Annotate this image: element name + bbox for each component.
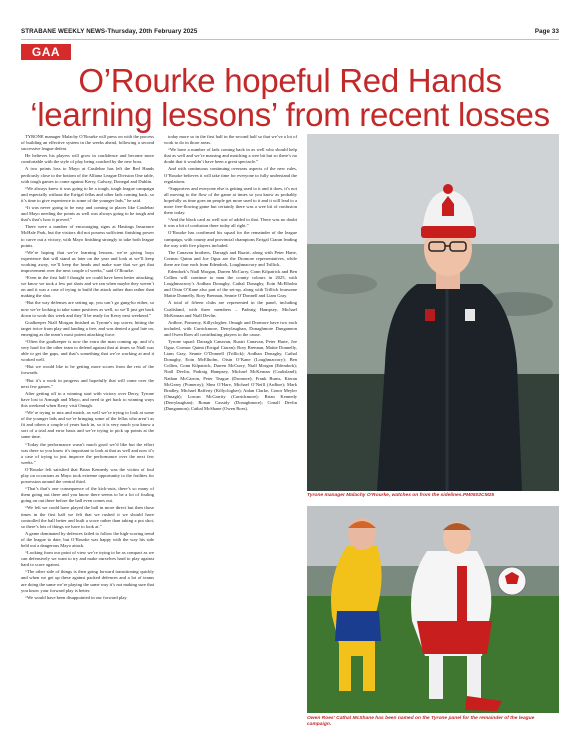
article-paragraph: A game dominated by defences failed to follow the high-scoring trend of the league to date, but O’Rourke was happy with the way his side held out a dangerous Mayo attack. xyxy=(21,530,154,548)
article-paragraph: “But it’s a work in progress and hopefully that will come over the next few games.” xyxy=(21,377,154,389)
masthead-divider xyxy=(21,39,559,40)
article-column-1 xyxy=(21,134,154,726)
article-paragraph: After getting off to a winning start with victory over Derry, Tyrone have lost to Armagh and Mayo, and need to get back to winning ways this weekend when Kerry visit Omagh. xyxy=(21,390,154,408)
manager-photo-caption: Tyrone manager Malachy O’Rourke, watches on from the sidelines.PM0502CM25 xyxy=(307,493,495,498)
manager-photo-illustration xyxy=(307,134,559,491)
match-photo-caption: Owen Roes’ Cathal McShane has been named on the Tyrone panel for the remainder of the league campaign. xyxy=(307,716,535,727)
article-paragraph: “And the black card as well sort of added to that. There was no doubt it was a bit of confusion there today all right.” xyxy=(164,217,297,229)
article-paragraph: “We’re trying to mix and match, as well we’re trying to look at some of the younger lads and we’re bringing some of the fellas who aren’t as fit and others a couple of years back in, so it is very much you know a sort of a trial and error basis and we’re trying to pick up points at the same time. xyxy=(21,410,154,440)
article-paragraph: “We’re hoping that we’re learning lessons, we’re giving boys experience that will stand us later on the year and look at we’ll keep working away, we’ll keep the heads and make sure that we get that improvement over the next couple of weeks,” said O’Rourke. xyxy=(21,249,154,273)
match-photo xyxy=(307,506,559,713)
article-paragraph: A total of fifteen clubs are represented in the panel, including Coalisland, with three members – Padraig Hampsey, Michael McKernan and Niall Devlin. xyxy=(164,300,297,318)
article-paragraph: today more so in the first half in the second half so that we’ve a lot of work to do in those areas. xyxy=(164,134,297,146)
article-paragraph: Tyrone squad: Darragh Canavan, Ruairi Canavan, Peter Harte, Joe Oguz, Cormac Quinn (Errigal Ciaran); Rory Brennan, Mattie Donnelly, Liam Gray, Seanie O’Donnell (Trillick); Aodhan Donaghy, Cathal Donaghy, Eoin McElholm, Oisin O’Kane (Loughmacrory); Ben Collins, Conn Kilpatrick, Darren McCurry, Niall Morgan (Edendork); Niall Devlin, Padraig Hampsey, Michael McKernan (Coalisland); Nathan McCarron, Peter Teague (Dromore); Frank Burns, Kieran McGeary (Pomeroy); Shea O’Hare, Michael O’Neill (Ardboe); Mark Bradley, Michael Rafferty (Killyclogher); Aidan Clarke, Conor Meyler (Omagh); Lorcan McGarrity (Carrickmore); Brian Kennedy (Derrylaughan); Ronan Cassidy (Donaghmore); Conall Devlin (Dungannon); Cathal McShane (Owen Roes). xyxy=(164,339,297,412)
article-paragraph: O’Rourke felt satisfied that Brian Kennedy was the victim of foul play on occasions as Mayo took extreme opportunity to the frailties for possession around the central third. xyxy=(21,466,154,485)
article-paragraph: “Today the performance wasn’t much good we’d like but the effort was there so you know it’s important to look at that as well and now it’s a case of trying to just improve the performance over the next few weeks.” xyxy=(21,441,154,465)
article-paragraph: There were a number of encouraging signs at Hastings Insurance McHale Park, but the visitors did not possess sufficient finishing power to carve out a victory, with Mayo finishing strongly to take both league points. xyxy=(21,224,154,248)
article-paragraph: Goalkeeper Niall Morgan finished as Tyrone’s top scorer, hitting the target twice from play and landing a free, and was denied a goal late on, emerging as the team’s most potent attacking force. xyxy=(21,319,154,337)
article-paragraph: “Supporters and everyone else is getting used to it and it does, it’s not all moving to the flow of the game at times so you know as probably hopefully as time goes on people get more used to it and it will lead to a more free-flowing game but certainly there was a wee bit of confusion there today. xyxy=(164,185,297,216)
article-paragraph: He believes his players will grow in confidence and become more comfortable with the style of play being coached by the new boss. xyxy=(21,153,154,165)
article-paragraph: “We have a number of lads coming back in as well who should help that as well and we’re massing and matching a wee bit but so there’s no doubt that it wouldn’t have been a great spectacle.” xyxy=(164,147,297,165)
article-paragraph: “We always knew it was going to be a tough, tough league campaign and especially without the Errigal fellas and other lads coming back, so it’s time to give experience to some of the younger lads,” he said. xyxy=(21,185,154,203)
section-tag: GAA xyxy=(21,44,71,60)
article-paragraph: “We felt we could have played the ball in more direct but then those times in the first half we felt that we rushed it we should have controlled the ball better and built a score rather than taking a pot shot, so there’s lots of things we have to look at.” xyxy=(21,505,154,529)
article-paragraph: O’Rourke has confirmed his squad for the remainder of the league campaign, with county and provincial champions Errigal Ciaran leading the way with five players included. xyxy=(164,230,297,248)
headline: O’Rourke hopeful Red Hands ‘learning lessons’ from recent losses xyxy=(30,62,550,133)
article-paragraph: Edendork’s Niall Morgan, Darren McCurry, Conn Kilpatrick and Ben Collins will continue to man the county colours in 2025, with Loughmacrory’s Aodhan Donaghy, Cathal Donaghy, Eoin McElholm and Oisin O’Kane also part of the set-up, along with Trillick foursome Mattie Donnelly, Rory Brennan, Seanie O’Donnell and Liam Gray. xyxy=(164,268,297,299)
article-paragraph: “The other side of things is then going forward transitioning quickly and when we get up these against packed defences and a lot of teams are doing the same we’re playing the same way it’s not making sure that you know your forward play is better. xyxy=(21,569,154,593)
match-photo-illustration xyxy=(307,506,559,713)
article-paragraph: The Canavan brothers, Darragh and Ruairi, along with Peter Harte, Cormac Quinn and Joe Oguz are the Dromore representatives, while there are four each from Edendork, Loughmacrory and Trillick. xyxy=(164,249,297,267)
article-paragraph: “But the way defenses are setting up, you can’t go gung-ho either, so now we’re looking to take some positives as well, so we’ll just get back down to work this week and they’ll be ready for Kerry next weekend.” xyxy=(21,300,154,318)
article-paragraph: TYRONE manager Malachy O’Rourke will press on with the process of building an effective system in the weeks ahead, following a second successive league defeat. xyxy=(21,134,154,152)
article-column-2 xyxy=(164,134,297,726)
masthead-page-number: Page 33 xyxy=(534,27,559,35)
article-paragraph: “We would have been disappointed in our forward play xyxy=(25,594,127,600)
article-paragraph: “But we would like to be getting more scores from the rest of the forwards. xyxy=(21,364,154,376)
article-paragraph: “That’s that’s one consequence of the kick-outs, there’s so many of them going out there and you know there seems to be a lot of fouling going on out there before the ball even comes out. xyxy=(21,486,154,504)
article-paragraph: “Even in the first half I thought we could have been better attacking, we know we took a few pot shots and we ran when maybe they weren’t on and it was a case of trying to build the attack rather than rather than making the shot. xyxy=(21,275,154,299)
article-paragraph: And with continuous continuing overseas aspects of the new rules, O’Rourke believes it will take time for everyone to fully understand the regulations. xyxy=(164,166,297,184)
article-paragraph: Ardboe, Pomeroy, Killyclogher, Omagh and Dromore have two each included, with Carrickmore, Derrylaughan, Donaghmore Dungannon and Owen Roes all contributing players to the cause. xyxy=(164,319,297,337)
article-paragraph: “Often the goalkeeper is now the extra the man coming up, and it’s very hard for the other team to defend against that at times so Niall was able to get the gaps, and that’s something that we’re working at and it worked well. xyxy=(21,339,154,363)
masthead xyxy=(21,25,559,37)
article-body xyxy=(21,134,297,726)
article-paragraph: A two points loss to Mayo at Castlebar has left the Red Hands perilously close to the bottom of the Allianz League Division One table, with tough games to come against Kerry, Galway, Donegal and Dublin. xyxy=(21,166,154,184)
masthead-publication-date: STRABANE WEEKLY NEWS-Thursday, 20th February 2025 xyxy=(21,27,198,35)
manager-photo xyxy=(307,134,559,491)
article-paragraph: “It was never going to be easy and coming to places like Castlebar and Mayo needing the points as well was always going to be tough and that’s that’s how it proved.” xyxy=(21,205,154,223)
article-paragraph: “Looking from our point of view we’re trying to be as compact as we can defensively we want to try and make ourselves hard to play against hard to score against. xyxy=(21,550,154,568)
